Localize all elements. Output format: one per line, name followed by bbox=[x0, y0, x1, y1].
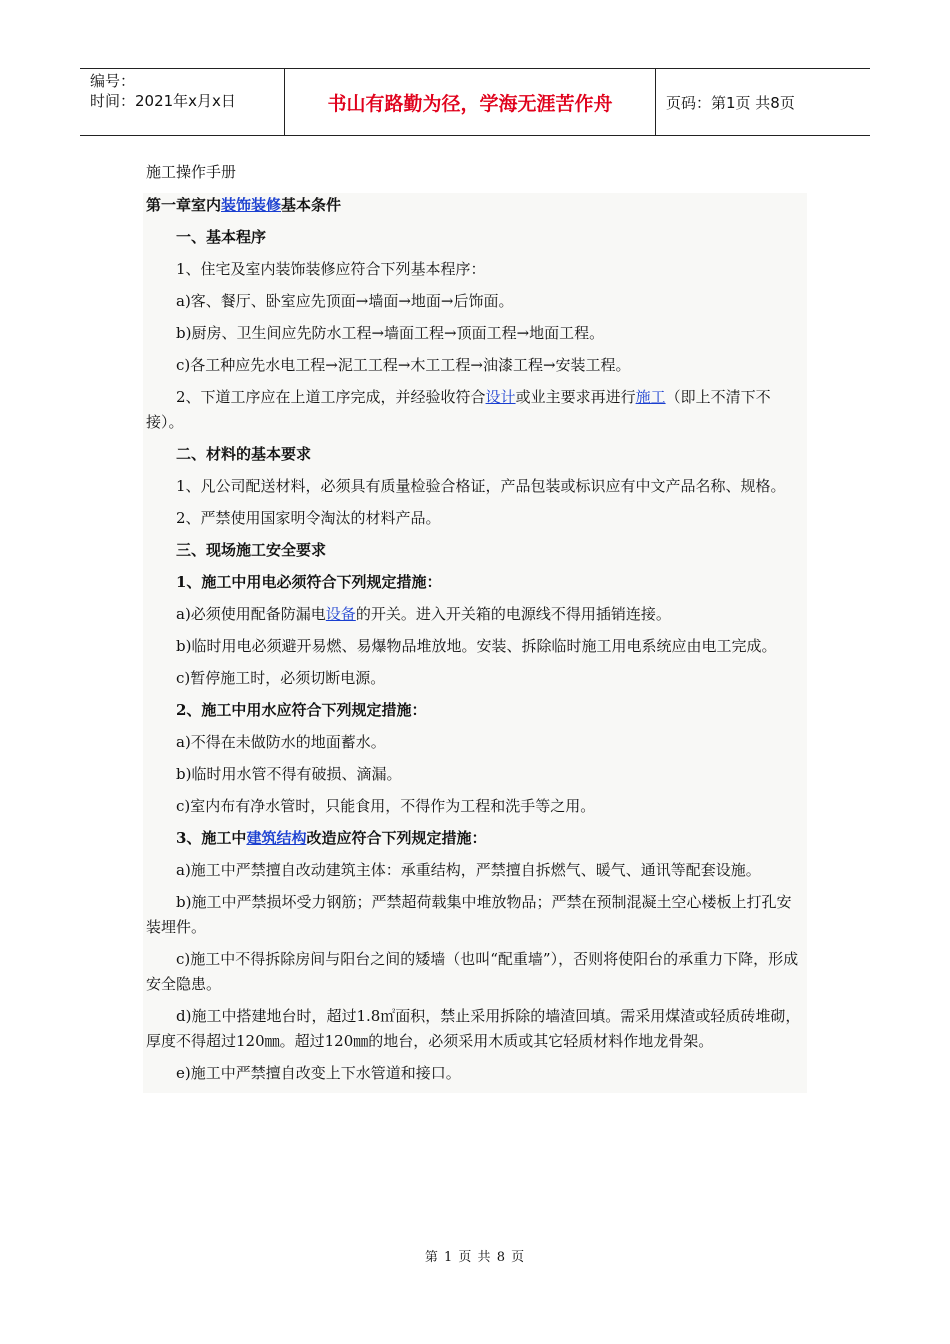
time-label: 时间：2021年x月x日 bbox=[90, 92, 236, 110]
page-footer: 第 1 页 共 8 页 bbox=[424, 1250, 526, 1265]
s1-item-b: b)厨房、卫生间应先防水工程→墙面工程→顶面工程→地面工程。 bbox=[176, 324, 605, 342]
header-meta bbox=[80, 69, 284, 135]
design-link[interactable]: 设计 bbox=[485, 388, 516, 406]
s3-sub-3 bbox=[146, 826, 804, 858]
chapter-block bbox=[143, 193, 807, 1093]
s1-para-2-post: （即上不清下不接）。 bbox=[146, 388, 771, 431]
s1-item-a: a)客、餐厅、卧室应先顶面→墙面→地面→后饰面。 bbox=[176, 292, 514, 310]
s3-struct-b: b)施工中严禁损坏受力钢筋；严禁超荷载集中堆放物品；严禁在预制混凝土空心楼板上打孔安装埋件。 bbox=[146, 893, 792, 936]
s3-sub-3-post: 改造应符合下列规定措施： bbox=[306, 829, 487, 847]
s1-para-2-mid: 或业主要求再进行 bbox=[515, 388, 636, 406]
section-3-heading: 三、现场施工安全要求 bbox=[176, 541, 327, 559]
s1-item-c: c)各工种应先水电工程→泥工工程→木工工程→油漆工程→安装工程。 bbox=[176, 356, 631, 374]
chapter-title-pre: 第一章室内 bbox=[146, 196, 222, 214]
s3-elec-b: b)临时用电必须避开易燃、易爆物品堆放地。安装、拆除临时施工用电系统应由电工完成。 bbox=[176, 637, 777, 655]
s3-elec-c: c)暂停施工时，必须切断电源。 bbox=[176, 669, 386, 687]
s3-struct-d: d)施工中搭建地台时，超过1.8㎡面积，禁止采用拆除的墙渣回填。需采用煤渣或轻质砖堆砌，厚度不得超过120㎜。超过120㎜的地台，必须采用木质或其它轻质材料作地龙骨架。 bbox=[146, 1007, 801, 1050]
s3-sub-2: 2、施工中用水应符合下列规定措施： bbox=[176, 701, 427, 719]
s3-elec-a-post: 的开关。进入开关箱的电源线不得用插销连接。 bbox=[355, 605, 671, 623]
document-body bbox=[143, 160, 807, 1093]
header-motto: 书山有路勤为径，学海无涯苦作舟 bbox=[284, 69, 656, 135]
s3-struct-a: a)施工中严禁擅自改动建筑主体：承重结构，严禁擅自拆燃气、暖气、通讯等配套设施。 bbox=[176, 861, 761, 879]
s3-sub-1: 1、施工中用电必须符合下列规定措施： bbox=[176, 573, 442, 591]
chapter-link-decoration[interactable]: 装饰装修 bbox=[221, 196, 282, 214]
s2-para-2: 2、严禁使用国家明令淘汰的材料产品。 bbox=[176, 509, 441, 527]
s3-elec-a-pre: a)必须使用配备防漏电 bbox=[176, 605, 326, 623]
header-page-label: 页码：第1页 共8页 bbox=[666, 93, 795, 112]
construction-link[interactable]: 施工 bbox=[635, 388, 666, 406]
s1-para-1: 1、住宅及室内装饰装修应符合下列基本程序： bbox=[176, 260, 486, 278]
s3-water-c: c)室内布有净水管时，只能食用，不得作为工程和洗手等之用。 bbox=[176, 797, 596, 815]
equipment-link[interactable]: 设备 bbox=[325, 605, 356, 623]
chapter-title bbox=[146, 193, 804, 225]
s3-elec-a bbox=[146, 602, 804, 634]
section-1-heading: 一、基本程序 bbox=[176, 228, 267, 246]
s1-para-2 bbox=[146, 385, 804, 442]
s3-sub-3-pre: 3、施工中 bbox=[176, 829, 247, 847]
s2-para-1: 1、凡公司配送材料，必须具有质量检验合格证，产品包装或标识应有中文产品名称、规格。 bbox=[176, 477, 786, 495]
s3-struct-c: c)施工中不得拆除房间与阳台之间的矮墙（也叫“配重墙”），否则将使阳台的承重力下降，形成安全隐患。 bbox=[146, 950, 799, 993]
s3-water-b: b)临时用水管不得有破损、滴漏。 bbox=[176, 765, 402, 783]
building-structure-link[interactable]: 建筑结构 bbox=[246, 829, 307, 847]
s3-water-a: a)不得在未做防水的地面蓄水。 bbox=[176, 733, 386, 751]
page-header bbox=[80, 68, 870, 136]
s1-para-2-pre: 2、下道工序应在上道工序完成，并经验收符合 bbox=[176, 388, 486, 406]
section-2-heading: 二、材料的基本要求 bbox=[176, 445, 312, 463]
number-label: 编号： bbox=[90, 72, 136, 90]
doc-title: 施工操作手册 bbox=[146, 163, 237, 181]
chapter-title-post: 基本条件 bbox=[281, 196, 342, 214]
s3-struct-e: e)施工中严禁擅自改变上下水管道和接口。 bbox=[176, 1064, 461, 1082]
